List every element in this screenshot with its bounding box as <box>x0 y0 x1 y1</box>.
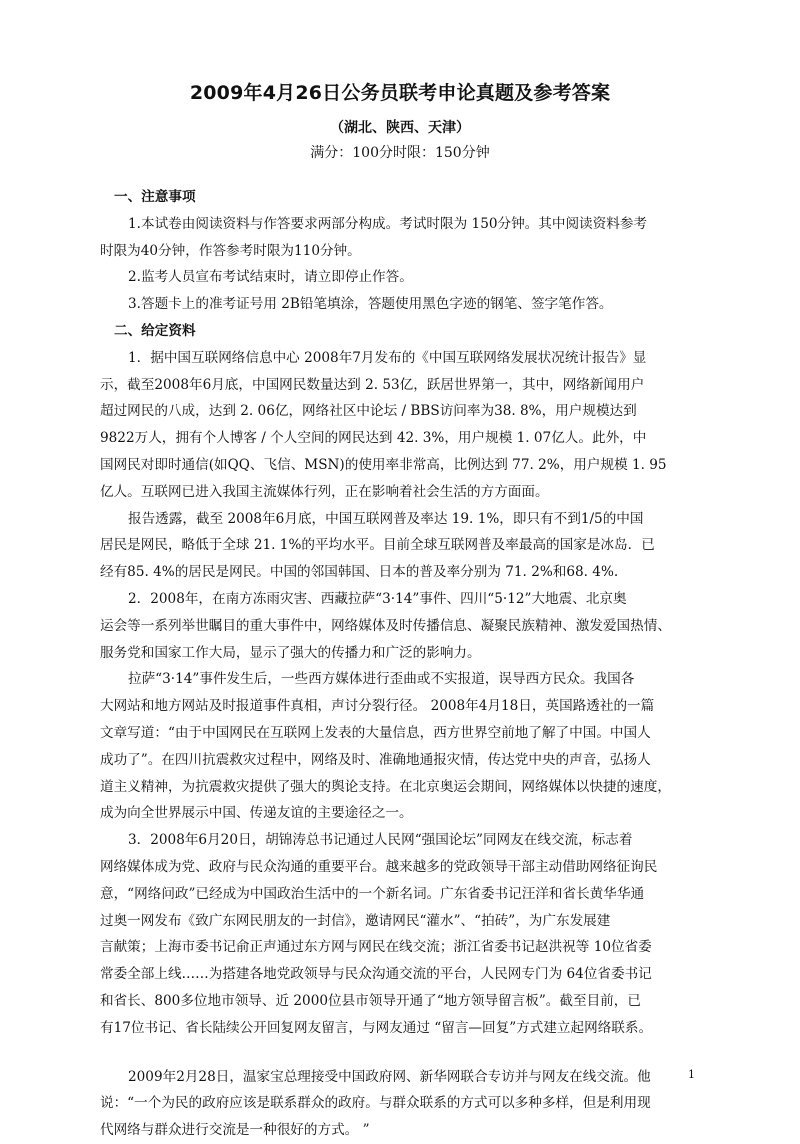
paragraph-line: 运会等一系列举世瞩目的重大事件中，网络媒体及时传播信息、凝聚民族精神、激发爱国热情、 <box>100 617 671 634</box>
document-title: 2009年4月26日公务员联考申论真题及参考答案 <box>189 82 611 104</box>
paragraph-line: 报告透露，截至 2008年6月底，中国互联网普及率达 19. 1%，即只有不到1/5的中国 <box>128 510 644 527</box>
paragraph-line: 示，截至2008年6月底，中国网民数量达到 2. 53亿，跃居世界第一，其中，网络新闻用户 <box>100 376 645 393</box>
paragraph-line: 意，“网络问政”已经成为中国政治生活中的一个新名词。广东省委书记汪洋和省长黄华华通 <box>100 885 645 902</box>
paragraph-line: 常委全部上线……为搭建各地党政领导与民众沟通交流的平台，人民网专门为 64位省委书记 <box>100 966 652 983</box>
materials-heading: 二、给定资料 <box>114 322 196 339</box>
paragraph-line: 言献策；上海市委书记俞正声通过东方网与网民在线交流；浙江省委书记赵洪祝等 10位省委 <box>100 939 652 956</box>
paragraph-line: 居民是网民，略低于全球 21. 1%的平均水平。目前全球互联网普及率最高的国家是冰岛．已 <box>100 537 655 554</box>
paragraph-line: 大网站和地方网站及时报道事件真相，声讨分裂行径。 2008年4月18日，英国路透社的一篇 <box>100 698 655 715</box>
paragraph-line: 超过网民的八成，达到 2. 06亿，网络社区中论坛 / BBS访问率为38. 8%，用户规模达到 <box>100 403 637 420</box>
page-number: 1 <box>688 1068 695 1081</box>
paragraph-line: 网络媒体成为党、政府与民众沟通的重要平台。越来越多的党政领导干部主动借助网络征询民 <box>100 858 658 875</box>
paragraph-line: 代网络与群众进行交流是一种很好的方式。 ” <box>100 1122 370 1139</box>
paragraph-line: 有17位书记、省长陆续公开回复网友留言，与网友通过 “留言—回复”方式建立起网络联系。 <box>100 1019 653 1036</box>
paragraph-line: 成功了”。在四川抗震救灾过程中，网络及时、准确地通报灾情，传达党中央的声音，弘扬人 <box>100 751 651 768</box>
document-subtitle: （湖北、陕西、天津） <box>330 120 470 136</box>
note-line: 3.答题卡上的准考证号用 2B铅笔填涂，答题使用黑色字迹的钢笔、签字笔作答。 <box>128 296 613 313</box>
paragraph-line: 亿人。互联网已进入我国主流媒体行列，正在影响着社会生活的方方面面。 <box>100 483 549 500</box>
note-line: 时限为40分钟，作答参考时限为110分钟。 <box>100 242 361 259</box>
paragraph-line: 文章写道：“由于中国网民在互联网上发表的大量信息，西方世界空前地了解了中国。中国人 <box>100 724 651 741</box>
paragraph-line: 成为向全世界展示中国、传递友谊的主要途径之一。 <box>100 805 413 822</box>
notes-heading: 一、注意事项 <box>114 189 196 205</box>
note-line: 1.本试卷由阅读资料与作答要求两部分构成。考试时限为 150分钟。其中阅读资料参考 <box>128 215 648 232</box>
paragraph-line: 说：“一个为民的政府应该是联系群众的政府。与群众联系的方式可以多种多样，但是利用现 <box>100 1095 651 1112</box>
score-time-line: 满分：100分时限：150分钟 <box>310 145 490 161</box>
paragraph-gap <box>100 1042 700 1064</box>
paragraph-line: 2009年2月28日，温家宝总理接受中国政府网、新华网联合专访并与网友在线交流。他 <box>128 1068 651 1085</box>
note-line: 2.监考人员宣布考试结束时，请立即停止作答。 <box>128 269 413 286</box>
paragraph-line: 国网民对即时通信(如QQ、飞信、MSN)的使用率非常高，比例达到 77. 2%，用户规模 1. 95 <box>100 456 667 473</box>
paragraph-line: 服务党和国家工作大局，显示了强大的传播力和广泛的影响力。 <box>100 644 481 661</box>
paragraph-line: 和省长、800多位地市领导、近 2000位县市领导开通了“地方领导留言板”。截至目前，已 <box>100 992 641 1009</box>
document-body <box>100 184 700 1144</box>
paragraph-line: 经有85. 4%的居民是网民。中国的邻国韩国、日本的普及率分别为 71. 2%和68. 4%. <box>100 564 619 581</box>
paragraph-line: 3．2008年6月20日，胡锦涛总书记通过人民网“强国论坛”同网友在线交流，标志着 <box>128 832 633 849</box>
paragraph-line: 1．据中国互联网络信息中心 2008年7月发布的《中国互联网络发展状况统计报告》显 <box>128 349 647 366</box>
paragraph-line: 2．2008年，在南方冻雨灾害、西藏拉萨“3·14”事件、四川“5·12”大地震、北京奥 <box>128 590 627 607</box>
paragraph-line: 过奥一网发布《致广东网民朋友的一封信》，邀请网民“灌水”、“拍砖”，为广东发展建 <box>100 912 611 929</box>
paragraph-line: 9822万人，拥有个人博客 / 个人空间的网民达到 42. 3%，用户规模 1. 07亿人。此外，中 <box>100 430 647 447</box>
paragraph-line: 道主义精神，为抗震救灾提供了强大的舆论支持。在北京奥运会期间，网络媒体以快捷的速度， <box>100 778 671 795</box>
paragraph-line: 拉萨“3·14”事件发生后，一些西方媒体进行歪曲或不实报道，误导西方民众。我国各 <box>128 671 635 688</box>
